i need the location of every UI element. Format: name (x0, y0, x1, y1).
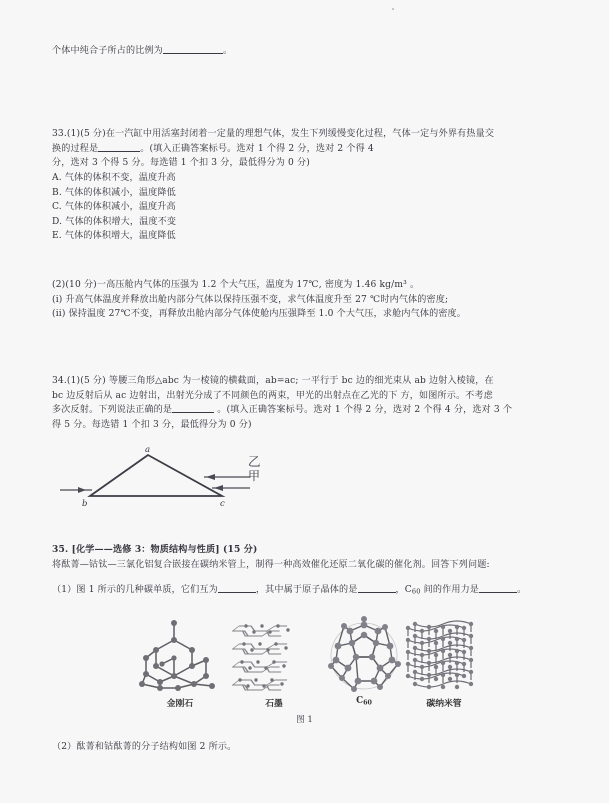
carbon-nanotube-structure (404, 618, 484, 696)
question-35-part2 (52, 740, 452, 755)
incident-ray-arrow (78, 487, 86, 493)
prism-diagram (52, 443, 272, 511)
q35-p1-e: 。 (517, 585, 527, 595)
carryover-period: 。 (222, 46, 233, 56)
q33-option-e[interactable]: E. 气体的体积增大，温度降低 (52, 231, 176, 242)
q35-section-header: 35. [化学——选修 3：物质结构与性质] (15 分) (52, 544, 258, 555)
carryover-fragment (52, 44, 352, 59)
ray-label-yi: 乙 (248, 454, 261, 469)
vertex-label-b: b (82, 499, 88, 509)
q33-line-2 (52, 142, 560, 157)
figure-1-carbon-allotropes (132, 618, 480, 718)
c60-subscript: 60 (411, 587, 421, 596)
diamond-label: 金刚石 (166, 699, 194, 709)
q34-line3-before: 多次反射。下列说法正确的是 (52, 405, 173, 416)
q33-option-d[interactable]: D. 气体的体积增大，温度不变 (52, 216, 177, 227)
q35-p1-line (52, 583, 564, 599)
q33-line-1: 33.(1)(5 分)在一汽缸中用活塞封闭着一定量的理想气体，发生下列缓慢变化过程，气体一定与外界有热量交 (52, 129, 495, 139)
question-35-header-block (52, 543, 564, 572)
answer-blank[interactable] (172, 412, 214, 413)
q34-line3-after: 。(填入正确答案标号。选对 1 个得 2 分，选对 2 个得 4 分，选对 3 个 (214, 405, 513, 416)
q35-p1-d: 间的作用力是 (420, 585, 480, 595)
question-35-part1 (52, 583, 564, 599)
figure-1-caption: 图 1 (296, 715, 313, 725)
question-33-part1 (52, 127, 560, 171)
ray-label-jia: 甲 (248, 469, 261, 483)
q35-p1-a: （1）图 1 所示的几种碳单质，它们互为 (52, 585, 218, 595)
prism-triangle (90, 455, 222, 496)
vertex-label-c: c (220, 499, 225, 509)
q33-option-a[interactable]: A. 气体的体积不变，温度升高 (52, 173, 176, 183)
prism-diagram-svg (52, 443, 272, 511)
c60-label-subscript: 60 (363, 699, 372, 707)
question-33-options (52, 171, 312, 244)
q35-p1-b: ，其中属于原子晶体的是 (255, 585, 358, 595)
answer-blank[interactable] (479, 592, 517, 593)
q34-line-2: bc 边反射后从 ac 边射出，出射光分成了不同颜色的两束，甲光的出射点在乙光的下 方，如图所示。不考虑 (52, 390, 493, 401)
q33-line2-after: 。(填入正确答案标号。选对 1 个得 2 分，选对 2 个得 4 (140, 143, 374, 154)
q35-p2-line: （2）酞菁和钴酞菁的分子结构如图 2 所示。 (52, 742, 237, 752)
c60-label: $C_{60}$ (356, 696, 372, 707)
vertex-label-a: a (145, 445, 151, 455)
exit-ray-upper-arrow (206, 474, 215, 480)
answer-blank[interactable] (218, 592, 256, 593)
q33-p2-line-2: (i) 升高气体温度并释放出舱内部分气体以保持压强不变，求气体温度升至 27 ℃时内气体的密度; (52, 294, 449, 305)
q33-line-3: 分，选对 3 个得 5 分。每选错 1 个扣 3 分，最低得分为 0 分) (52, 158, 310, 169)
answer-blank[interactable] (358, 592, 396, 593)
graphite-structure (232, 618, 316, 696)
carryover-text: 个体中纯合子所占的比例为 (52, 46, 163, 56)
scan-artifact-dot (392, 8, 394, 10)
q34-line-1: 34.(1)(5 分) 等腰三角形△abc 为一棱镜的横截面，ab=ac; 一平行于 bc 边的细光束从 ab 边射入棱镜，在 (52, 376, 494, 386)
q35-intro: 将酞菁—钴钛—三氯化铝复合嵌接在碳纳米管上，制得一种高效催化还原二氧化碳的催化剂。回答下列问题: (52, 559, 490, 570)
q33-p2-line-1: (2)(10 分)一高压舱内气体的压强为 1.2 个大气压，温度为 17℃, 密度为 1.46 kg/m³ 。 (52, 280, 420, 290)
graphite-label: 石墨 (265, 699, 283, 709)
q33-option-b[interactable]: B. 气体的体积减小，温度降低 (52, 187, 176, 198)
q35-p1-c: ，C (395, 585, 412, 595)
answer-blank[interactable] (163, 53, 223, 54)
q33-p2-line-3: (ii) 保持温度 27℃不变，再释放出舱内部分气体使舱内压强降至 1.0 个大气压，求舱内气体的密度。 (52, 309, 467, 320)
q34-line-4: 得 5 分。每选错 1 个扣 3 分，最低得分为 0 分) (52, 419, 252, 430)
q34-line-3 (52, 403, 564, 418)
c60-structure (322, 616, 406, 696)
carbon-nanotube-label: 碳纳米管 (426, 699, 462, 709)
answer-blank[interactable] (98, 151, 140, 152)
question-33-part2 (52, 278, 564, 322)
diamond-structure (138, 618, 222, 696)
q33-option-c[interactable]: C. 气体的体积减小，温度升高 (52, 202, 176, 213)
question-34-part1 (52, 374, 564, 432)
q33-line2-before: 换的过程是 (52, 143, 99, 154)
exit-ray-lower-arrow (214, 485, 223, 491)
